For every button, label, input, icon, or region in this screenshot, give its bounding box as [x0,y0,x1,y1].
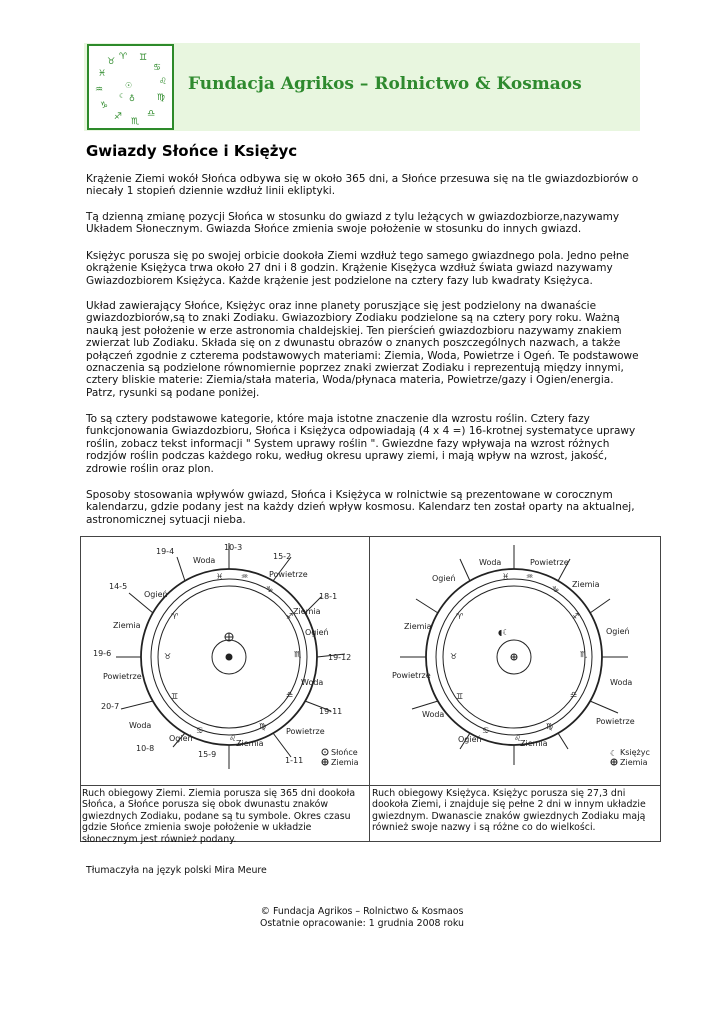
earth-diagram-caption: Ruch obiegowy Ziemi. Ziemia porusza się 365 dni dookoła Słońca, a Słońce porusza się obok dwunastu znaków gwiezdnych Zodiaku, podane są tu symbole. Okres czasu gdzie Słońce zmienia swoje położenie w układzie słonecznym jest również podany. [82,788,356,845]
svg-text:☾: ☾ [119,92,126,100]
paragraph: Układ zawierający Słońce, Księżyc oraz inne planety poruszjące się jest podzielony na dwanaście gwiazdozbiorów,są to znaki Zodiaku. Gwiazozbiory Zodiaku podzielone są na cztery pory roku. Ważną nauką jest położenie w erze astronomia chaldejskiej. Ten pierścień gwiazdozbioru nazywamy znakiem zwierzat lub Zodiaku. Składa się on z dwunastu obrazów o znanych poszczególnych nazwach, a także połączeń zgodnie z czterema podstawowych materiami: Ziemia, Woda, Powietrze i Ogeń. Te podstawowe oznaczenia są podzielone równomiernie poprzez znaki zwierzat Zodiaku i reprezentują między innymi, cztery bliskie materie: Ziemia/stała materia, Woda/płynaca materia, Powietrze/gazy i Ogien/energia. Patrz, rysunki są podane poniżej. [86,300,639,399]
paragraph: Księżyc porusza się po swojej orbicie dookoła Ziemi wzdłuż tego samego gwiazdnego pola. Jedno pełne okrążenie Księżyca trwa około 27 dni i 8 godzin. Krążenie Kisężyca wzdłuż świata gwiazd nazywamy Gwiazdozbiorem Księżyca. Każde krążenie jest podzielone na cztery fazy lub kwadraty Księżyca. [86,250,629,287]
svg-text:♊: ♊ [456,692,464,701]
element-label: Ziemia [572,580,600,589]
element-label: Powietrze [269,570,308,579]
paragraph: To są cztery podstawowe kategorie, które maja istotne znaczenie dla wzrostu roślin. Cztery fazy funkcjonowania Gwiazdozbioru, Słońca i Księżyca odpowiadają (4 x 4 =) 16-krotnej systematyce uprawy roślin, zobacz tekst informacji " System uprawy roślin ". Gwiezdne fazy wpływaja na wzrost różnych rodzjów roślin podczas każdego roku, według okresu uprawy ziemi, i mają wpływ na wzrost, jakość, zdrowie roślin oraz plon. [86,413,636,475]
date-label: 19-12 [328,653,352,662]
footer-date: Ostatnie opracowanie: 1 grudnia 2008 roku [260,918,464,929]
svg-text:♑: ♑ [100,101,109,111]
svg-text:♐: ♐ [572,612,580,621]
svg-text:♉: ♉ [164,652,172,661]
element-label: Powietrze [392,671,431,680]
svg-text:♋: ♋ [196,726,204,735]
page-title: Gwiazdy Słońce i Księżyc [86,142,298,160]
svg-text:♎: ♎ [147,109,156,119]
element-label: Powietrze [103,672,142,681]
svg-text:♈: ♈ [456,612,464,621]
table-divider [80,785,661,786]
svg-text:♊: ♊ [171,692,179,701]
svg-text:♓: ♓ [216,572,224,581]
moon-icon: ☾ [610,749,618,758]
svg-text:♑: ♑ [266,585,274,594]
svg-text:♏: ♏ [131,117,140,127]
svg-text:♌: ♌ [229,734,237,743]
svg-text:♎: ♎ [570,690,578,699]
element-label: Ogień [144,590,168,599]
svg-text:♐: ♐ [286,612,294,621]
diagram-legend [322,748,359,767]
svg-text:♊: ♊ [139,53,148,63]
svg-text:♁: ♁ [129,94,135,103]
svg-text:♉: ♉ [107,57,116,67]
element-label: Ziemia [293,607,321,616]
date-label: 20-7 [101,702,120,711]
element-label: Ogień [305,628,329,637]
element-label: Powietrze [286,727,325,736]
date-label: 19-6 [93,649,112,658]
svg-text:♓: ♓ [502,572,510,581]
date-label: 14-5 [109,582,128,591]
element-label: Woda [422,710,445,719]
paragraph: Tą dzienną zmianę pozycji Słońca w stosunku do gwiazd z tylu leżących w gwiazdozbiorze,nazywamy Układem Słonecznym. Gwiazda Słońce zmienia swoje położenie w stosunku do innych gwiazd. [86,211,620,236]
svg-text:♌: ♌ [159,77,168,87]
svg-text:♎: ♎ [286,690,294,699]
translator-note: Tłumaczyła na język polski Mira Meure [86,865,267,876]
legend-moon-label: Księżyc [620,748,650,757]
svg-text:☉: ☉ [125,81,133,90]
element-label: Ogień [169,734,193,743]
element-label: Ogień [432,574,456,583]
svg-text:♍: ♍ [157,93,166,103]
date-label: 15-2 [273,552,292,561]
date-label: 19-11 [319,707,343,716]
date-label: 10-8 [136,744,155,753]
element-label: Woda [193,556,216,565]
svg-text:♏: ♏ [294,650,302,659]
svg-text:♏: ♏ [580,650,588,659]
element-label: Woda [479,558,502,567]
svg-text:♍: ♍ [546,722,554,731]
svg-text:♈: ♈ [171,612,179,621]
moon-diagram-caption: Ruch obiegowy Księżyca. Księżyc porusza się 27,3 dni dookoła Ziemi, i znajduje się pełne 2 dni w innym układzie gwiezdnym. Dwanascie znaków gwiezdnych Zodiaku mają również swoje nazwy i są różne co do wielkości. [372,788,646,834]
svg-text:◖☾: ◖☾ [498,628,510,637]
element-label: Woda [610,678,633,687]
moon-orbit-diagram [370,537,660,785]
element-label: Ziemia [520,739,548,748]
element-label: Powietrze [596,717,635,726]
svg-text:♒: ♒ [526,572,534,581]
zodiac-circle-logo-icon [89,46,172,128]
date-label: 15-9 [198,750,217,759]
date-label: 1-11 [285,756,304,765]
svg-text:♐: ♐ [114,112,123,122]
legend-sun-label: Słońce [331,748,358,757]
element-label: Woda [129,721,152,730]
svg-text:♒: ♒ [241,572,249,581]
organization-title: Fundacja Agrikos – Rolnictwo & Kosmaos [188,74,582,94]
svg-text:♑: ♑ [552,585,560,594]
svg-text:♈: ♈ [119,52,128,62]
diagram-legend [610,748,650,767]
element-label: Ziemia [404,622,432,631]
element-label: Ziemia [236,739,264,748]
date-label: 19-4 [156,547,175,556]
element-label: Ziemia [113,621,141,630]
svg-text:♉: ♉ [450,652,458,661]
footer-copyright: © Fundacja Agrikos – Rolnictwo & Kosmaos [260,906,464,917]
svg-text:♋: ♋ [153,63,162,73]
date-label: 10-3 [224,543,243,552]
svg-text:♓: ♓ [98,69,107,79]
element-label: Woda [301,678,324,687]
svg-text:♒: ♒ [95,85,104,95]
earth-orbit-diagram [81,537,369,785]
svg-text:♍: ♍ [259,722,267,731]
svg-text:♌: ♌ [514,734,522,743]
element-label: Powietrze [530,558,569,567]
logo [87,44,174,130]
date-label: 18-1 [319,592,338,601]
legend-earth-label: Ziemia [331,758,359,767]
paragraph: Krążenie Ziemi wokół Słońca odbywa się w około 365 dni, a Słońce przesuwa się na tle gwiazdozbiorów o niecały 1 stopień dziennie wzdłuż linii ekliptyki. [86,173,639,198]
element-label: Ogień [606,627,630,636]
paragraph: Sposoby stosowania wpływów gwiazd, Słońca i Księżyca w rolnictwie są prezentowane w corocznym kalendarzu, gdzie podany jest na każdy dzień wpływ kosmosu. Kalendarz ten został oparty na aktualnej, astronomicznej sytuacji nieba. [86,489,635,526]
element-label: Ogień [458,735,482,744]
legend-earth-label: Ziemia [620,758,648,767]
svg-text:♋: ♋ [482,726,490,735]
